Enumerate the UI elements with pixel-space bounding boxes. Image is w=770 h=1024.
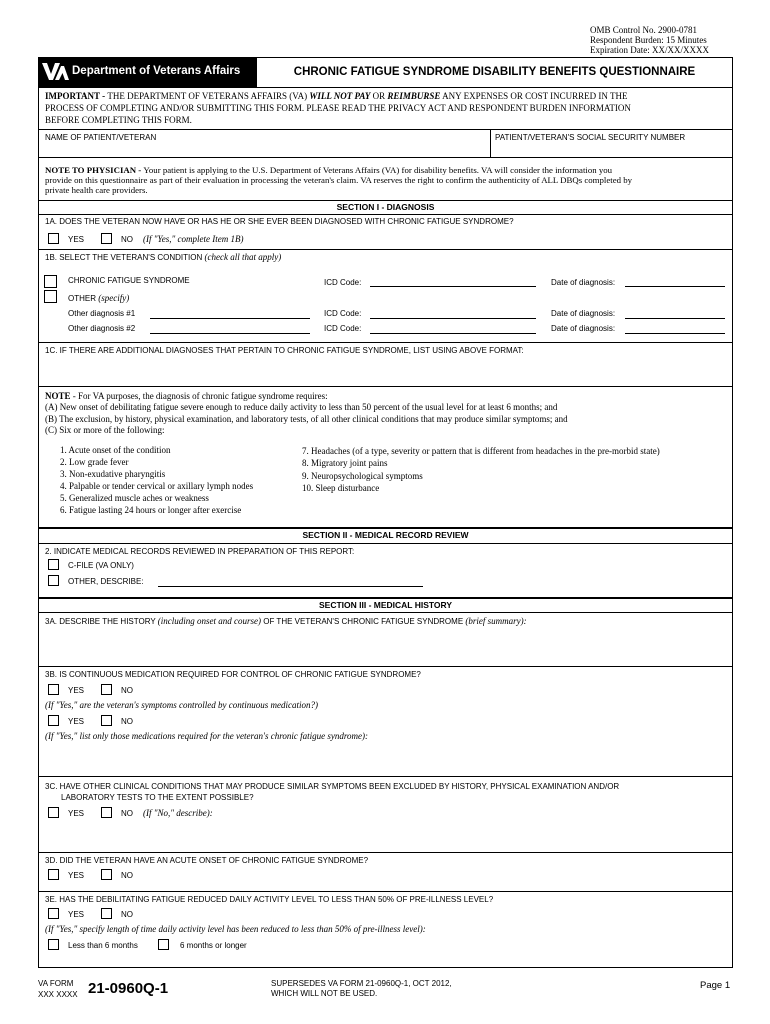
- other-hint: (specify): [98, 293, 130, 303]
- q3b-controlled-yes-label: YES: [68, 717, 85, 726]
- footer-supersedes-line2: WHICH WILL NOT BE USED.: [271, 989, 378, 998]
- physician-note-line2: provide on this questionnaire as part of their evaluation in processing the veteran's claim. VA reserves the right to confirm the authenticity of ALL DBQs completed by: [45, 175, 633, 185]
- cfile-checkbox[interactable]: [48, 559, 59, 570]
- q3b-no-label: NO: [121, 686, 133, 695]
- physician-note: [45, 165, 632, 195]
- va-note-intro: - For VA purposes, the diagnosis of chronic fatigue syndrome requires:: [70, 391, 328, 401]
- criterion-6: 6. Fatigue lasting 24 hours or longer after exercise: [60, 505, 242, 515]
- important-or: OR: [370, 91, 388, 101]
- lt6-checkbox[interactable]: [48, 939, 59, 950]
- criterion-10: 10. Sleep disturbance: [302, 482, 380, 493]
- other1-icd-field[interactable]: [370, 318, 536, 319]
- q3a-hint2: (brief summary):: [465, 616, 527, 626]
- criterion-9: 9. Neuropsychological symptoms: [302, 470, 423, 481]
- q3b-yes-checkbox[interactable]: [48, 684, 59, 695]
- q3c-no-checkbox[interactable]: [101, 807, 112, 818]
- q3b-controlled-no-checkbox[interactable]: [101, 715, 112, 726]
- other2-icd-field[interactable]: [370, 333, 536, 334]
- criterion-1: 1. Acute onset of the condition: [60, 445, 171, 455]
- va-logo-icon: [41, 60, 69, 82]
- va-note-b: (B) The exclusion, by history, physical examination, and laboratory tests, of all other clinical conditions that may produce similar symptoms; and: [45, 413, 568, 424]
- important-line1b: ANY EXPENSES OR COST INCURRED IN THE: [440, 91, 628, 101]
- q1a-no-label: NO: [121, 235, 133, 244]
- q1a-yes-label: YES: [68, 235, 85, 244]
- q3e-yes-label: YES: [68, 910, 85, 919]
- q3e-no-label: NO: [121, 910, 133, 919]
- footer-xxx: XXX XXXX: [38, 990, 78, 999]
- q3c-yes-checkbox[interactable]: [48, 807, 59, 818]
- q3a-text: 3A. DESCRIBE THE HISTORY: [45, 617, 158, 626]
- footer-form-number: 21-0960Q-1: [88, 980, 169, 997]
- section-1-title: SECTION I - DIAGNOSIS: [336, 202, 435, 212]
- footer-supersedes-line1: SUPERSEDES VA FORM 21-0960Q-1, OCT 2012,: [271, 979, 452, 988]
- va-note-c: (C) Six or more of the following:: [45, 424, 165, 435]
- physician-note-line1: Your patient is applying to the U.S. Department of Veterans Affairs (VA) for disability benefits. VA will consider the information you: [143, 165, 613, 175]
- other1-icd-label: ICD Code:: [324, 309, 362, 318]
- q3d-no-checkbox[interactable]: [101, 869, 112, 880]
- q3d-yes-checkbox[interactable]: [48, 869, 59, 880]
- q3c-field[interactable]: [44, 822, 730, 850]
- q3c-no-label: NO: [121, 809, 133, 818]
- other2-icd-label: ICD Code:: [324, 324, 362, 333]
- q1b-hint: (check all that apply): [204, 252, 282, 262]
- q3c-line2: LABORATORY TESTS TO THE EXTENT POSSIBLE?: [61, 793, 254, 802]
- physician-note-line3: private health care providers.: [45, 185, 148, 195]
- omb-control: OMB Control No. 2900-0781: [590, 25, 698, 35]
- q1a-no-checkbox[interactable]: [101, 233, 112, 244]
- form-title: CHRONIC FATIGUE SYNDROME DISABILITY BENEFITS QUESTIONNAIRE: [256, 57, 733, 87]
- q3a-hint1: (including onset and course): [157, 616, 262, 626]
- q1a-hint: (If "Yes," complete Item 1B): [143, 234, 244, 244]
- q3d-yes-label: YES: [68, 871, 85, 880]
- q3c-label: [45, 781, 619, 803]
- gte6-checkbox[interactable]: [158, 939, 169, 950]
- footer-va-form: VA FORM: [38, 979, 74, 988]
- important-line3: BEFORE COMPLETING THIS FORM.: [45, 115, 192, 125]
- other1-label: Other diagnosis #1: [68, 309, 136, 318]
- q3c-yes-label: YES: [68, 809, 85, 818]
- q3b-yes-label: YES: [68, 686, 85, 695]
- q3b-controlled-yes-checkbox[interactable]: [48, 715, 59, 726]
- gte6-label: 6 months or longer: [180, 941, 247, 950]
- cfs-checkbox[interactable]: [44, 275, 57, 288]
- patient-ssn-field[interactable]: [494, 142, 730, 156]
- q3a-field[interactable]: [44, 628, 730, 664]
- q1b-text: 1B. SELECT THE VETERAN'S CONDITION: [45, 253, 205, 262]
- other2-field[interactable]: [150, 333, 310, 334]
- omb-burden: Respondent Burden: 15 Minutes: [590, 35, 707, 45]
- other-label: [68, 293, 129, 303]
- other-records-field[interactable]: [158, 586, 423, 587]
- agency-name: Department of Veterans Affairs: [72, 65, 241, 77]
- other-checkbox[interactable]: [44, 290, 57, 303]
- cfs-date-label: Date of diagnosis:: [551, 278, 616, 287]
- section-2-title: SECTION II - MEDICAL RECORD REVIEW: [302, 530, 469, 540]
- cfs-icd-field[interactable]: [370, 286, 536, 287]
- q3a-label: [45, 616, 527, 626]
- cfs-icd-label: ICD Code:: [324, 278, 362, 287]
- other1-field[interactable]: [150, 318, 310, 319]
- va-note-a: (A) New onset of debilitating fatigue severe enough to reduce daily activity to less than 50 percent of the usual level for at least 6 months; and: [45, 402, 558, 413]
- q3b-medications-field[interactable]: [44, 744, 730, 774]
- q3b-no-checkbox[interactable]: [101, 684, 112, 695]
- other2-date-label: Date of diagnosis:: [551, 324, 616, 333]
- patient-name-field[interactable]: [44, 142, 484, 156]
- q3b-sub1: (If "Yes," are the veteran's symptoms controlled by continuous medication?): [45, 700, 318, 710]
- will-not-pay: WILL NOT PAY: [309, 91, 371, 101]
- omb-block: [590, 25, 709, 55]
- q1c-field[interactable]: [44, 356, 730, 384]
- important-line2: PROCESS OF COMPLETING AND/OR SUBMITTING THIS FORM. PLEASE READ THE PRIVACY ACT AND RESPONDENT BURDEN INFORMATION: [45, 103, 631, 113]
- other-records-label: OTHER, DESCRIBE:: [68, 577, 144, 586]
- q1a-label: 1A. DOES THE VETERAN NOW HAVE OR HAS HE OR SHE EVER BEEN DIAGNOSED WITH CHRONIC FATIGUE SYNDROME?: [45, 217, 514, 226]
- important-line1a: THE DEPARTMENT OF VETERANS AFFAIRS (VA): [107, 91, 310, 101]
- important-lead: IMPORTANT -: [45, 91, 108, 101]
- other2-label: Other diagnosis #2: [68, 324, 136, 333]
- va-note: [45, 391, 568, 436]
- section-3-title: SECTION III - MEDICAL HISTORY: [318, 600, 453, 610]
- q1a-yes-checkbox[interactable]: [48, 233, 59, 244]
- physician-note-lead: NOTE TO PHYSICIAN -: [45, 165, 144, 175]
- q1b-label: [45, 252, 281, 262]
- q2-label: 2. INDICATE MEDICAL RECORDS REVIEWED IN PREPARATION OF THIS REPORT:: [45, 547, 355, 556]
- criterion-5: 5. Generalized muscle aches or weakness: [60, 493, 209, 503]
- q3a-mid: OF THE VETERAN'S CHRONIC FATIGUE SYNDROME: [261, 617, 466, 626]
- q3e-sub: (If "Yes," specify length of time daily activity level has been reduced to less than 50% of pre-illness level):: [45, 924, 426, 934]
- q1c-label: 1C. IF THERE ARE ADDITIONAL DIAGNOSES THAT PERTAIN TO CHRONIC FATIGUE SYNDROME, LIST USING ABOVE FORMAT:: [45, 346, 524, 355]
- patient-ssn-label: PATIENT/VETERAN'S SOCIAL SECURITY NUMBER: [495, 133, 686, 142]
- agency-banner: [38, 57, 256, 87]
- patient-name-label: NAME OF PATIENT/VETERAN: [45, 133, 157, 142]
- q3b-sub2: (If "Yes," list only those medications required for the veteran's chronic fatigue syndrome):: [45, 731, 369, 741]
- lt6-label: Less than 6 months: [68, 941, 138, 950]
- q3d-no-label: NO: [121, 871, 133, 880]
- q3d-label: 3D. DID THE VETERAN HAVE AN ACUTE ONSET OF CHRONIC FATIGUE SYNDROME?: [45, 856, 369, 865]
- q3e-label: 3E. HAS THE DEBILITATING FATIGUE REDUCED DAILY ACTIVITY LEVEL TO LESS THAN 50% OF PRE-ILLNESS LEVEL?: [45, 895, 494, 904]
- q3b-label: 3B. IS CONTINUOUS MEDICATION REQUIRED FOR CONTROL OF CHRONIC FATIGUE SYNDROME?: [45, 670, 421, 679]
- reimburse: REIMBURSE: [387, 91, 441, 101]
- other-records-checkbox[interactable]: [48, 575, 59, 586]
- footer-supersedes: [271, 979, 452, 999]
- criteria-left: [60, 444, 253, 516]
- cfs-date-field[interactable]: [625, 286, 725, 287]
- q3c-hint: (If "No," describe):: [143, 808, 213, 818]
- cfile-label: C-FILE (VA ONLY): [68, 561, 134, 570]
- important-notice: [45, 90, 631, 126]
- q3e-no-checkbox[interactable]: [101, 908, 112, 919]
- other1-date-field[interactable]: [625, 318, 725, 319]
- cfs-label: CHRONIC FATIGUE SYNDROME: [68, 276, 190, 285]
- other-text: OTHER: [68, 294, 99, 303]
- criterion-3: 3. Non-exudative pharyngitis: [60, 469, 166, 479]
- va-note-lead: NOTE: [45, 391, 71, 401]
- criterion-2: 2. Low grade fever: [60, 457, 129, 467]
- criterion-8: 8. Migratory joint pains: [302, 458, 388, 469]
- q3e-yes-checkbox[interactable]: [48, 908, 59, 919]
- criteria-right: [302, 445, 660, 494]
- omb-expiration: Expiration Date: XX/XX/XXXX: [590, 45, 709, 55]
- other1-date-label: Date of diagnosis:: [551, 309, 616, 318]
- criterion-4: 4. Palpable or tender cervical or axillary lymph nodes: [60, 481, 254, 491]
- q3b-controlled-no-label: NO: [121, 717, 133, 726]
- q3c-line1: 3C. HAVE OTHER CLINICAL CONDITIONS THAT MAY PRODUCE SIMILAR SYMPTOMS BEEN EXCLUDED BY HISTORY, PHYSICAL EXAMINATION AND/OR: [45, 782, 620, 791]
- other2-date-field[interactable]: [625, 333, 725, 334]
- criterion-7: 7. Headaches (of a type, severity or pattern that is different from headaches in the pre-morbid state): [302, 446, 660, 456]
- footer-page: Page 1: [700, 980, 731, 991]
